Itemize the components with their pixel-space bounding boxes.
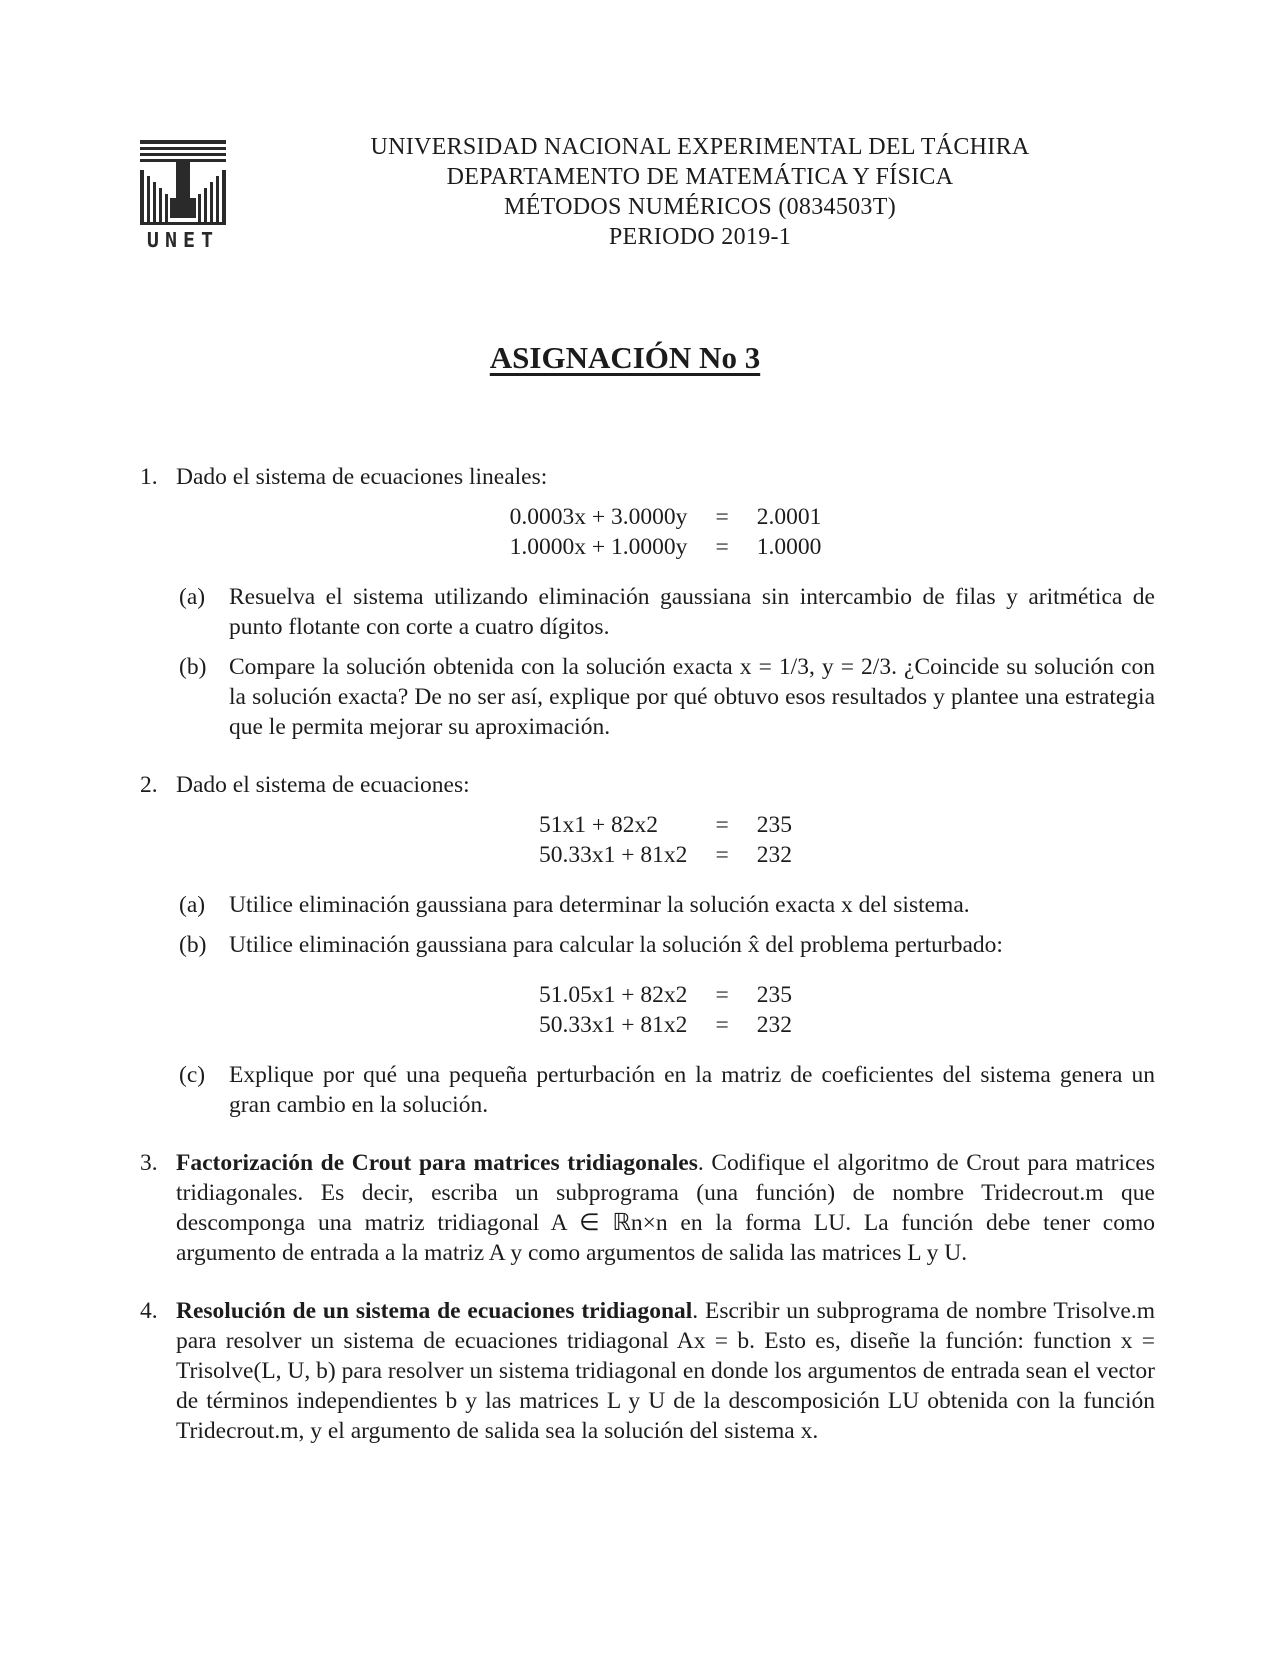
assignment-content (140, 462, 1155, 1446)
equation-rhs: 232 (756, 1012, 792, 1038)
question-intro: Dado el sistema de ecuaciones lineales: (176, 464, 548, 490)
equation-lhs: 51x1 + 82x2 (539, 812, 659, 838)
equation-row (510, 502, 822, 532)
equation-row (510, 532, 822, 562)
title-text: ASIGNACIÓN No 3 (489, 340, 761, 375)
equation-lhs: 1.0000x + 1.0000y (509, 534, 688, 560)
question-2a (179, 890, 1155, 920)
question-2 (140, 770, 1155, 1120)
sub-label: (b) (179, 654, 207, 680)
sub-text: Utilice eliminación gaussiana para determinar la solución exacta x del sistema. (229, 892, 970, 918)
equation-lhs: 50.33x1 + 81x2 (539, 842, 688, 868)
equation-row (539, 840, 792, 870)
equation-lhs: 51.05x1 + 82x2 (539, 982, 688, 1008)
sub-label: (b) (179, 932, 207, 958)
header-university: UNIVERSIDAD NACIONAL EXPERIMENTAL DEL TÁCHIRA (370, 134, 1030, 160)
equation-lhs: 0.0003x + 3.0000y (509, 504, 688, 530)
question-number: 1. (140, 464, 158, 490)
question-2c (179, 1060, 1155, 1120)
sub-label: (a) (179, 584, 206, 610)
equation-rhs: 1.0000 (756, 534, 822, 560)
header-course: MÉTODOS NUMÉRICOS (0834503T) (504, 194, 896, 220)
question-number: 4. (140, 1298, 158, 1324)
question-1b (179, 652, 1155, 742)
perturbed-equation-system (539, 980, 792, 1040)
header-department: DEPARTAMENTO DE MATEMÁTICA Y FÍSICA (446, 164, 954, 190)
question-3 (140, 1148, 1155, 1268)
sub-text: Compare la solución obtenida con la solución exacta x = 1/3, y = 2/3. ¿Coincide su solución con la solución exacta? De no ser así, explique por qué obtuvo esos resultados y plantee una estrategia que le permita mejorar su aproximación. (229, 654, 1155, 740)
equation-relation: = (715, 842, 729, 868)
question-intro: Dado el sistema de ecuaciones: (176, 772, 470, 798)
sub-label: (c) (179, 1062, 206, 1088)
equation-relation: = (715, 534, 729, 560)
question-number: 2. (140, 772, 158, 798)
equation-lhs: 50.33x1 + 81x2 (539, 1012, 688, 1038)
question-title: Resolución de un sistema de ecuaciones tridiagonal (176, 1298, 693, 1324)
question-body (176, 1148, 1155, 1268)
question-number: 3. (140, 1150, 158, 1176)
equation-system (539, 810, 792, 870)
equation-relation: = (715, 982, 729, 1008)
question-1a (179, 582, 1155, 642)
question-title: Factorización de Crout para matrices tridiagonales (176, 1150, 698, 1176)
equation-row (539, 1010, 792, 1040)
sub-text: Resuelva el sistema utilizando eliminación gaussiana sin intercambio de filas y aritmética de punto flotante con corte a cuatro dígitos. (229, 584, 1155, 640)
logo-text: UNET (146, 228, 220, 252)
equation-relation: = (715, 812, 729, 838)
equation-rhs: 235 (756, 982, 792, 1008)
sub-text: Explique por qué una pequeña perturbación en la matriz de coeficientes del sistema genera un gran cambio en la solución. (229, 1062, 1155, 1118)
sub-label: (a) (179, 892, 206, 918)
institution-header (300, 132, 1100, 252)
question-text: . Codifique el algoritmo de Crout para matrices tridiagonales. Es decir, escriba un subprograma (una función) de nombre Tridecrout.m que descomponga una matriz tridiagonal A ∈ ℝn×n en la forma LU. La función debe tener como argumento de entrada a la matriz A y como argumentos de salida las matrices L y U. (176, 1150, 1155, 1266)
equation-system (510, 502, 822, 562)
page-title (300, 340, 950, 376)
equation-rhs: 235 (756, 812, 792, 838)
header-period: PERIODO 2019-1 (608, 224, 792, 250)
question-4 (140, 1296, 1155, 1446)
equation-relation: = (715, 504, 729, 530)
question-text: . Escribir un subprograma de nombre Trisolve.m para resolver un sistema de ecuaciones tridiagonal Ax = b. Esto es, diseñe la función: function x = Trisolve(L, U, b) para resolver un sistema tridiagonal en donde los argumentos de entrada sean el vector de términos independientes b y las matrices L y U de la descomposición LU obtenida con la función Tridecrout.m, y el argumento de salida sea la solución del sistema x. (176, 1298, 1155, 1444)
question-1 (140, 462, 1155, 742)
equation-row (539, 980, 792, 1010)
question-body (176, 1296, 1155, 1446)
equation-rhs: 2.0001 (756, 504, 822, 530)
question-2b (179, 930, 1155, 960)
unet-logo-icon (140, 140, 240, 258)
equation-row (539, 810, 792, 840)
equation-rhs: 232 (756, 842, 792, 868)
equation-relation: = (715, 1012, 729, 1038)
sub-text: Utilice eliminación gaussiana para calcular la solución x̂ del problema perturbado: (229, 932, 1003, 958)
